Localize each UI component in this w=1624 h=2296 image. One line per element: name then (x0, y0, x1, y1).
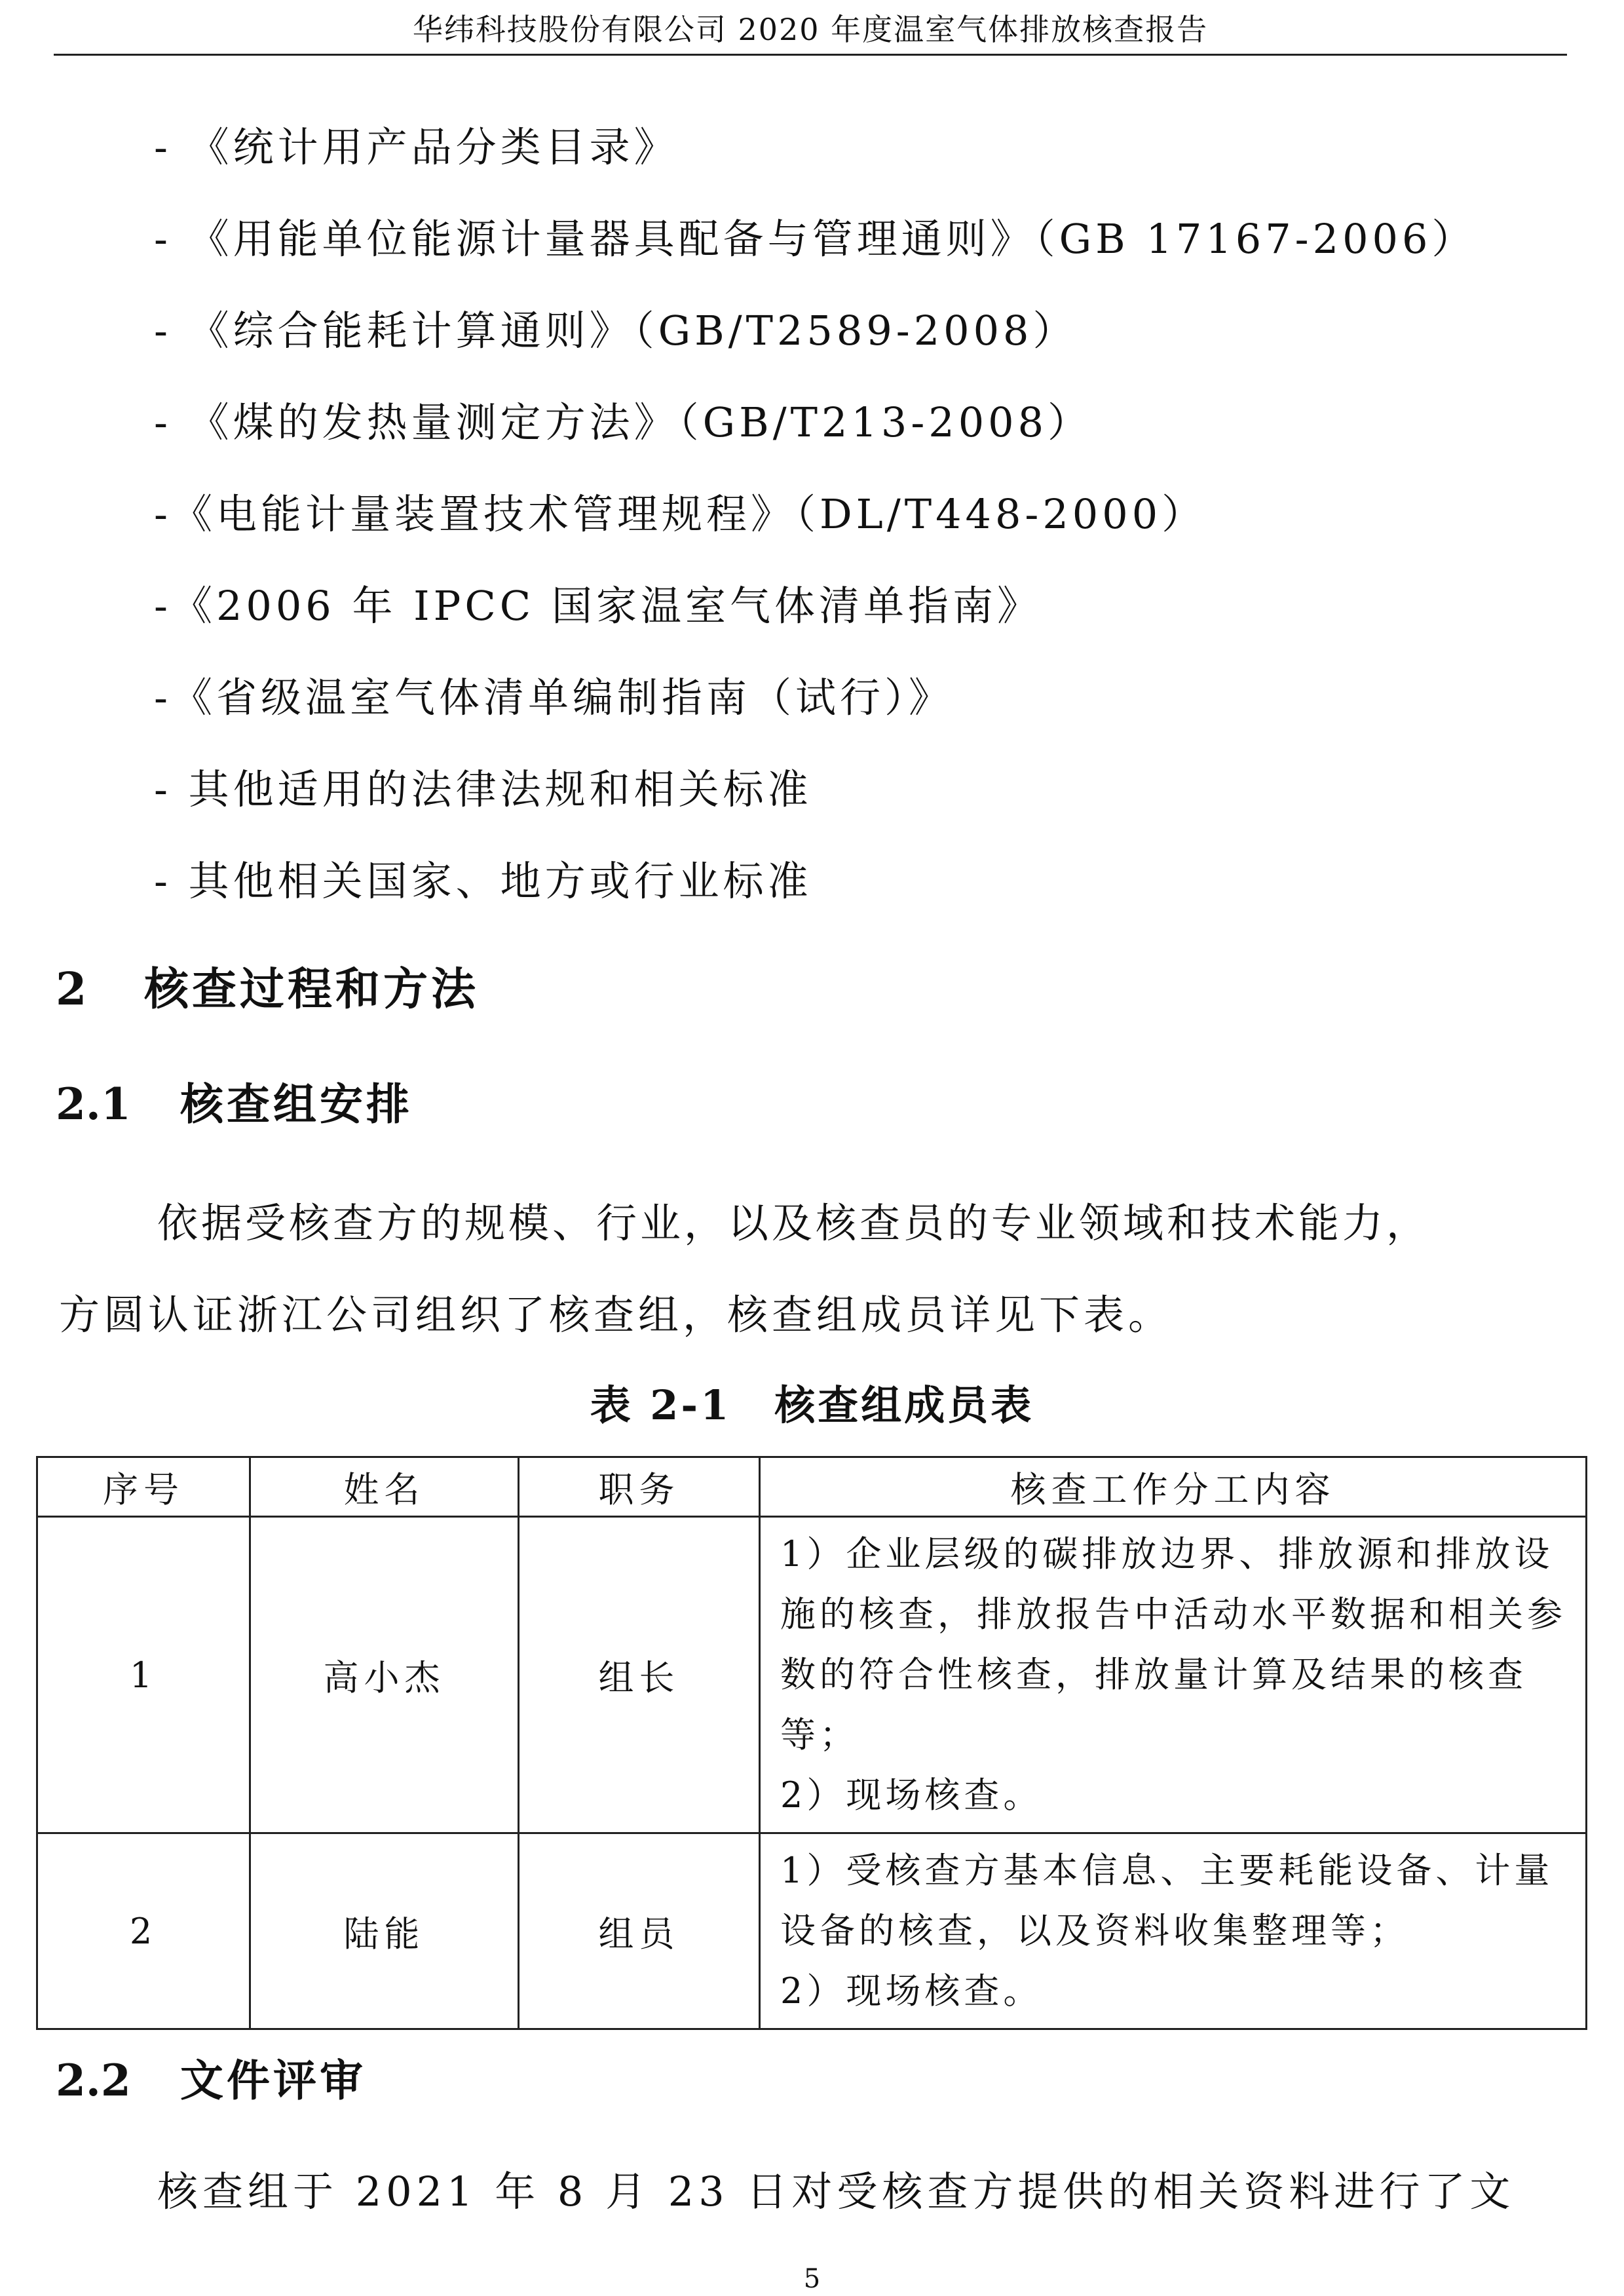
paragraph-line: 依据受核查方的规模、行业，以及核查员的专业领域和技术能力， (157, 1199, 1431, 1247)
reference-item: - 其他相关国家、地方或行业标准 (154, 857, 812, 905)
table-header-row (37, 1457, 1587, 1517)
cell-role: 组长 (519, 1517, 760, 1833)
reference-list (154, 121, 1582, 947)
section-number: 2 (56, 963, 90, 1016)
column-header: 序号 (37, 1457, 250, 1517)
section-2-heading (56, 960, 479, 1019)
header-title: 华纬科技股份有限公司 2020 年度温室气体排放核查报告 (412, 12, 1209, 47)
column-header: 职务 (519, 1457, 760, 1517)
paragraph-line: 核查组于 2021 年 8 月 23 日对受核查方提供的相关资料进行了文 (157, 2168, 1515, 2215)
section-2-1-heading (56, 1075, 413, 1134)
reference-item: -《省级温室气体清单编制指南（试行）》 (154, 674, 953, 721)
duty-item: 2）现场核查。 (780, 1970, 1043, 2012)
page-number: 5 (803, 2264, 821, 2294)
section-number: 2.2 (56, 2055, 131, 2106)
reference-item: -《2006 年 IPCC 国家温室气体清单指南》 (154, 582, 1042, 630)
section-2-2-heading (56, 2051, 366, 2110)
reference-item: - 《用能单位能源计量器具配备与管理通则》（GB 17167-2006） (154, 215, 1477, 263)
duty-item: 1）受核查方基本信息、主要耗能设备、计量设备的核查，以及资料收集整理等； (780, 1850, 1554, 1951)
table-caption: 表 2-1 核查组成员表 (590, 1381, 1034, 1429)
paragraph-line: 方圆认证浙江公司组织了核查组，核查组成员详见下表。 (59, 1291, 1173, 1339)
cell-role: 组员 (519, 1833, 760, 2029)
column-header: 姓名 (250, 1457, 519, 1517)
reference-item: - 《综合能耗计算通则》（GB/T2589-2008） (154, 307, 1078, 354)
table-row (37, 1517, 1587, 1833)
page-header (54, 7, 1567, 56)
section-title: 核查组安排 (180, 1079, 413, 1130)
section-2-1-paragraph (59, 1177, 1566, 1361)
duty-item: 1）企业层级的碳排放边界、排放源和排放设施的核查，排放报告中活动水平数据和相关参数的符合性核查，排放量计算及结果的核查等； (780, 1533, 1566, 1755)
cell-name: 陆能 (250, 1833, 519, 2029)
duty-item: 2）现场核查。 (780, 1774, 1043, 1816)
column-header: 核查工作分工内容 (760, 1457, 1587, 1517)
reference-item: - 其他适用的法律法规和相关标准 (154, 765, 812, 813)
section-number: 2.1 (56, 1079, 131, 1130)
reference-item: - 《煤的发热量测定方法》（GB/T213-2008） (154, 398, 1093, 446)
section-title: 文件评审 (180, 2055, 366, 2106)
reference-item: - 《统计用产品分类目录》 (154, 123, 679, 171)
cell-duty (760, 1517, 1587, 1833)
section-title: 核查过程和方法 (144, 963, 480, 1016)
table-row (37, 1833, 1587, 2029)
cell-number: 2 (37, 1833, 250, 2029)
cell-number: 1 (37, 1517, 250, 1833)
cell-name: 高小杰 (250, 1517, 519, 1833)
section-2-2-paragraph (59, 2146, 1566, 2238)
cell-duty (760, 1833, 1587, 2029)
reference-item: -《电能计量装置技术管理规程》（DL/T448-2000） (154, 490, 1207, 538)
member-table (36, 1456, 1587, 2030)
